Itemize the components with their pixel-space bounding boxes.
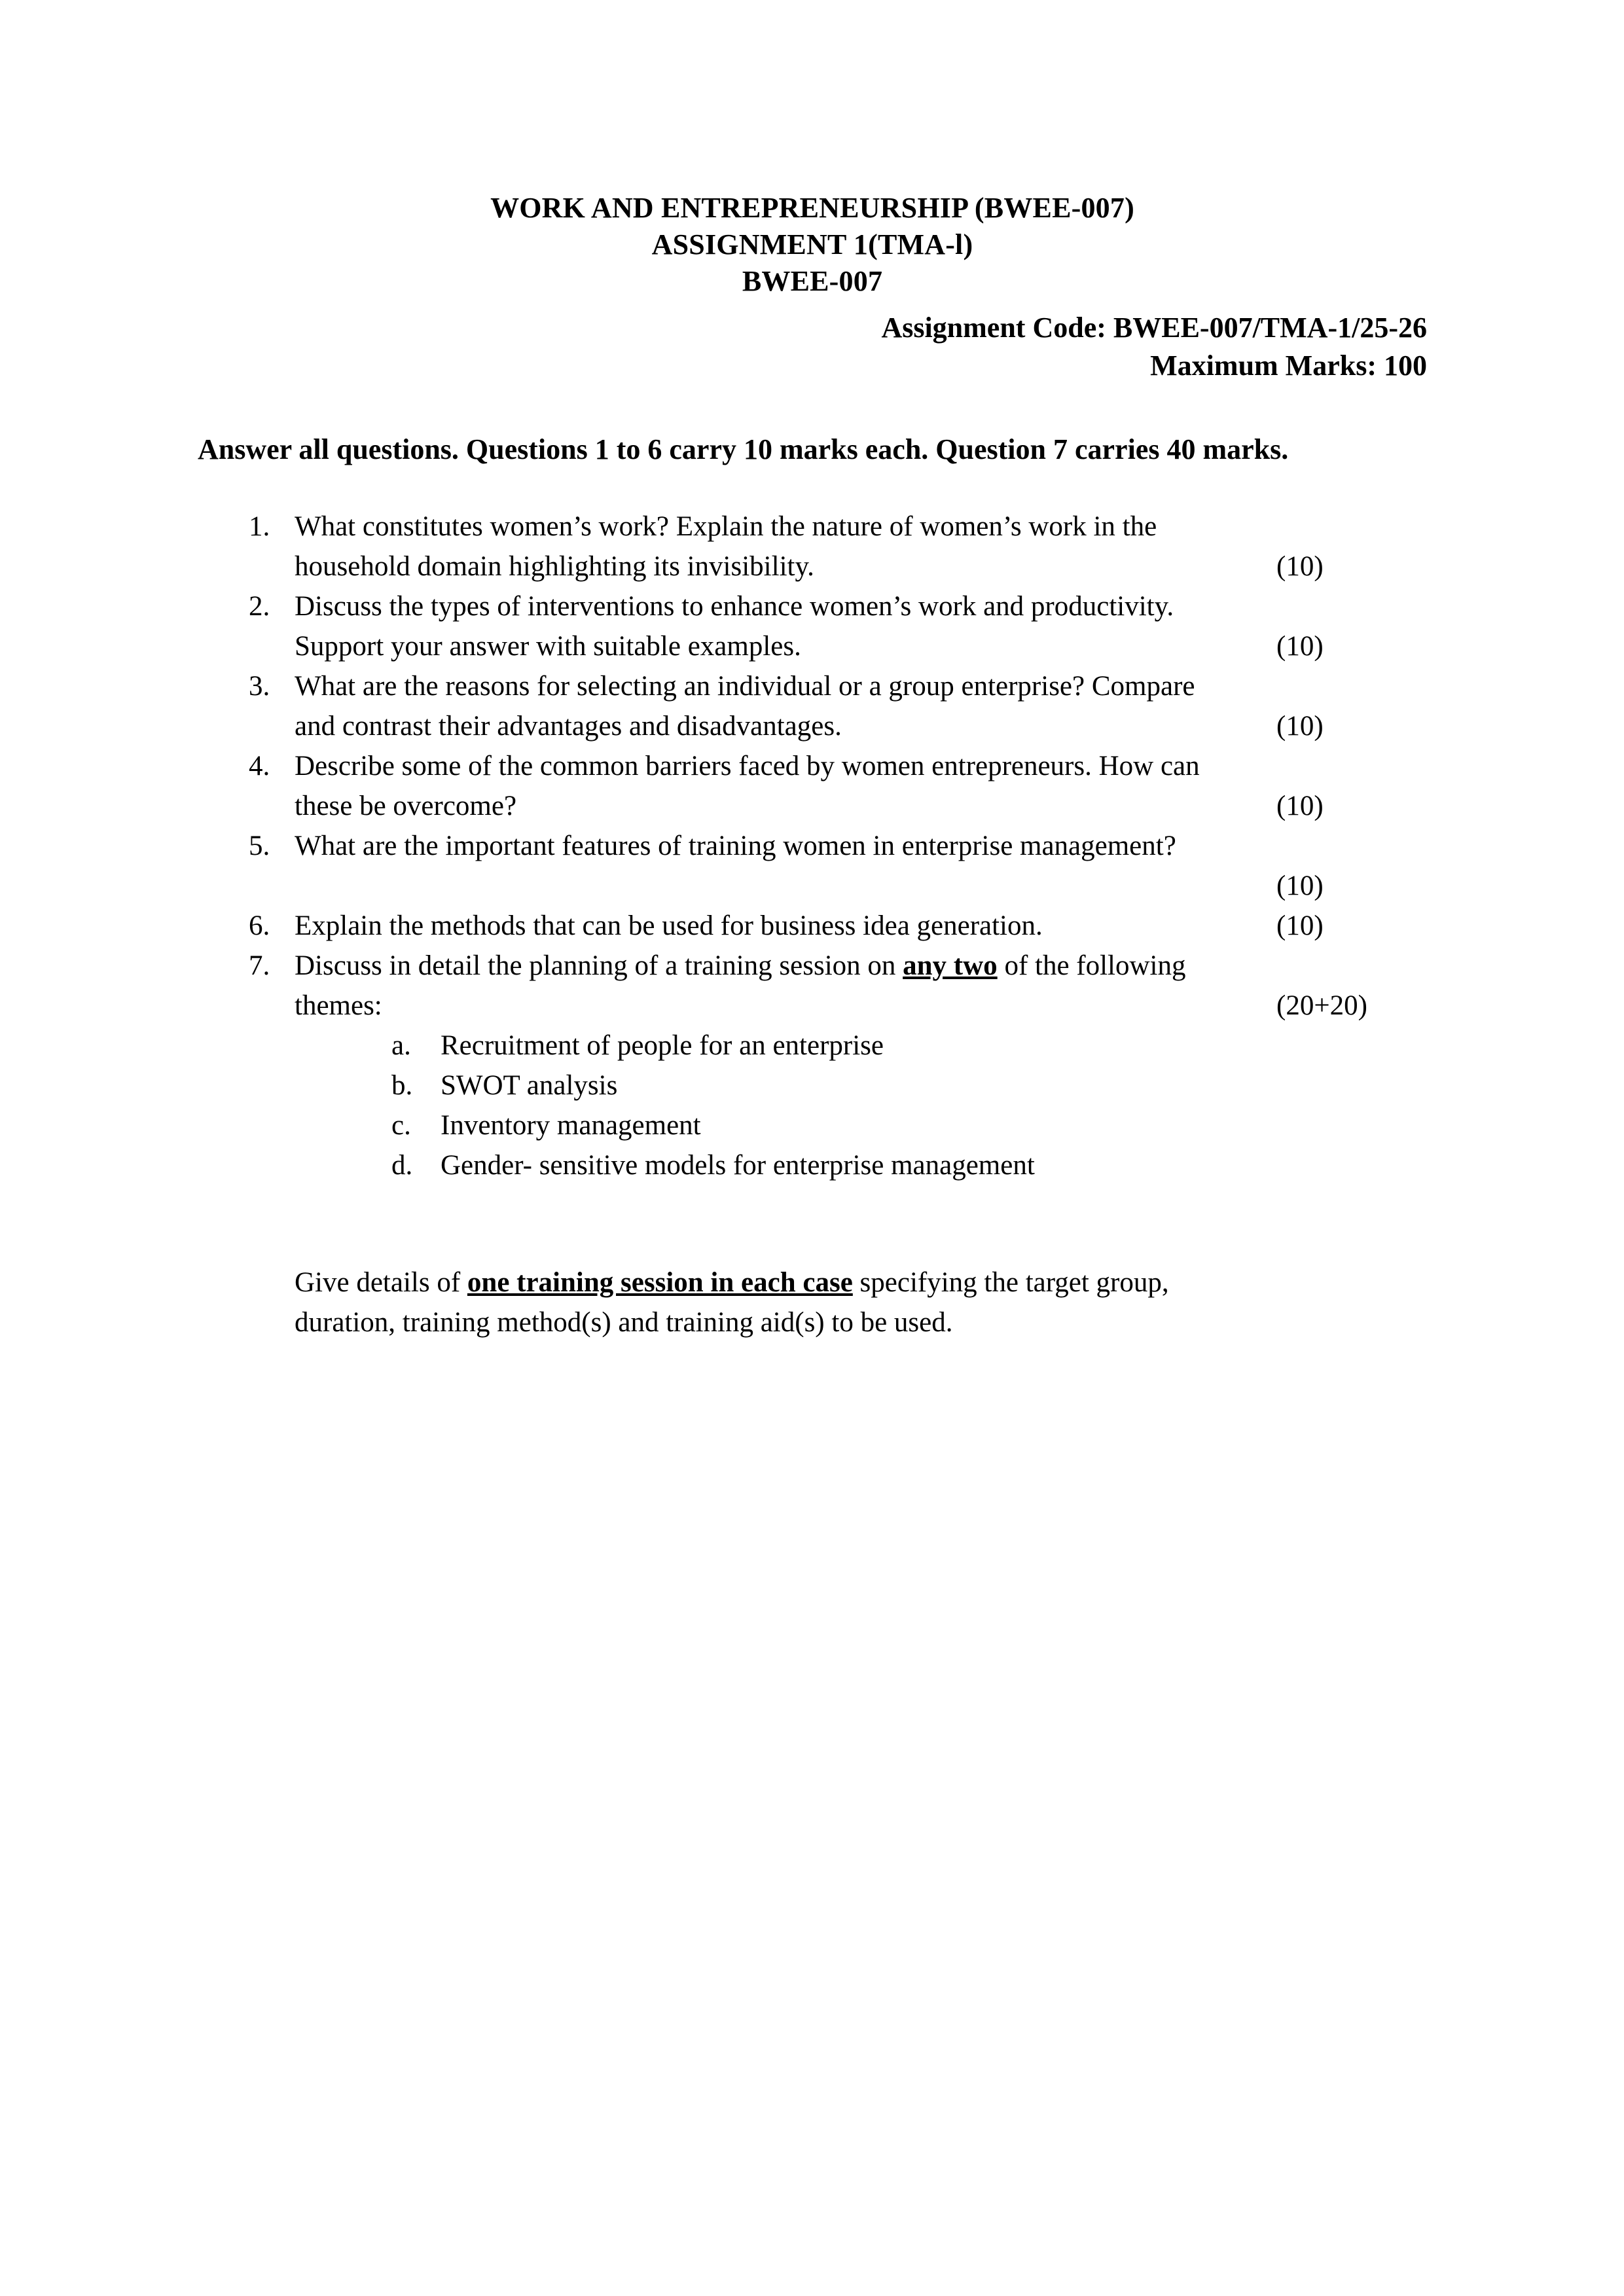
- question-item: [198, 946, 1427, 1185]
- sublist-item: [295, 1026, 1427, 1066]
- question-marker: 2.: [249, 591, 270, 622]
- question-marker: 1.: [249, 511, 270, 542]
- question-emphasis: any two: [903, 950, 998, 981]
- closing-line-two: duration, training method(s) and training aid(s) to be used.: [295, 1307, 953, 1338]
- question-list: [198, 507, 1427, 1185]
- sublist-text: Inventory management: [441, 1110, 701, 1141]
- closing-prefix: Give details of: [295, 1267, 467, 1298]
- question-marker: 4.: [249, 751, 270, 781]
- instruction-paragraph: Answer all questions. Questions 1 to 6 carry 10 marks each. Question 7 carries 40 marks.: [198, 433, 1289, 465]
- sublist-text: SWOT analysis: [441, 1070, 618, 1101]
- closing-paragraph: [198, 1263, 1427, 1342]
- sublist-marker: b.: [391, 1070, 413, 1101]
- question-text-line: [295, 626, 1427, 666]
- question-marks: (10): [1276, 870, 1324, 901]
- question-text: and contrast their advantages and disadvantages.: [295, 711, 842, 742]
- question-text: themes:: [295, 990, 382, 1021]
- document-heading: [198, 0, 1427, 385]
- question-text-prefix: Discuss in detail the planning of a training session on: [295, 950, 903, 981]
- question-text: Support your answer with suitable examples.: [295, 631, 801, 662]
- sublist-marker: d.: [391, 1150, 413, 1181]
- question-marks: (20+20): [1276, 990, 1367, 1021]
- question-item: [198, 746, 1427, 826]
- question-text: household domain highlighting its invisibility.: [295, 551, 814, 582]
- document-content: [198, 0, 1427, 1342]
- question-marker: 3.: [249, 671, 270, 702]
- question-marks: (10): [1276, 711, 1324, 742]
- closing-line-one: [295, 1263, 1427, 1302]
- question-text-line: [295, 906, 1427, 946]
- closing-suffix: specifying the target group,: [852, 1267, 1169, 1298]
- question-text-line: [295, 986, 1427, 1026]
- sublist-item: [295, 1105, 1427, 1145]
- question-marks: (10): [1276, 791, 1324, 821]
- question-text-line: Discuss the types of interventions to enhance women’s work and productivity.: [295, 591, 1174, 622]
- question-text: these be overcome?: [295, 791, 517, 821]
- course-code-line: BWEE-007: [742, 265, 883, 297]
- question-text-line: [295, 706, 1427, 746]
- closing-emphasis: one training session in each case: [467, 1267, 853, 1298]
- question-text-line: What constitutes women’s work? Explain the nature of women’s work in the: [295, 511, 1157, 542]
- sublist-item: [295, 1145, 1427, 1185]
- question-text-line: What are the reasons for selecting an individual or a group enterprise? Compare: [295, 671, 1195, 702]
- assignment-code: Assignment Code: BWEE-007/TMA-1/25-26: [881, 312, 1427, 344]
- question-item: [198, 666, 1427, 746]
- question-item: [198, 507, 1427, 586]
- question-text-line: [295, 547, 1427, 586]
- question-text-suffix: of the following: [997, 950, 1186, 981]
- question-text-line: [295, 786, 1427, 826]
- question-text-line: [295, 946, 1427, 986]
- question-marks: (10): [1276, 910, 1324, 941]
- sublist-text: Recruitment of people for an enterprise: [441, 1030, 884, 1061]
- maximum-marks: Maximum Marks: 100: [1150, 350, 1427, 382]
- question-marks: (10): [1276, 551, 1324, 582]
- question-sublist: [295, 1026, 1427, 1185]
- sublist-item: [295, 1066, 1427, 1105]
- question-text-line: What are the important features of training women in enterprise management?: [295, 831, 1176, 861]
- sublist-text: Gender- sensitive models for enterprise management: [441, 1150, 1035, 1181]
- course-title-line: WORK AND ENTREPRENEURSHIP (BWEE-007): [490, 192, 1134, 224]
- question-item: [198, 586, 1427, 666]
- sublist-marker: a.: [391, 1030, 411, 1061]
- assignment-title-line: ASSIGNMENT 1(TMA-l): [651, 228, 973, 260]
- sublist-marker: c.: [391, 1110, 411, 1141]
- question-item: [198, 826, 1427, 906]
- question-item: [198, 906, 1427, 946]
- question-marker: 6.: [249, 910, 270, 941]
- question-marks-line: [295, 866, 1427, 906]
- question-marks: (10): [1276, 631, 1324, 662]
- question-marker: 7.: [249, 950, 270, 981]
- question-marker: 5.: [249, 831, 270, 861]
- question-text: Explain the methods that can be used for business idea generation.: [295, 910, 1043, 941]
- question-text-line: Describe some of the common barriers faced by women entrepreneurs. How can: [295, 751, 1200, 781]
